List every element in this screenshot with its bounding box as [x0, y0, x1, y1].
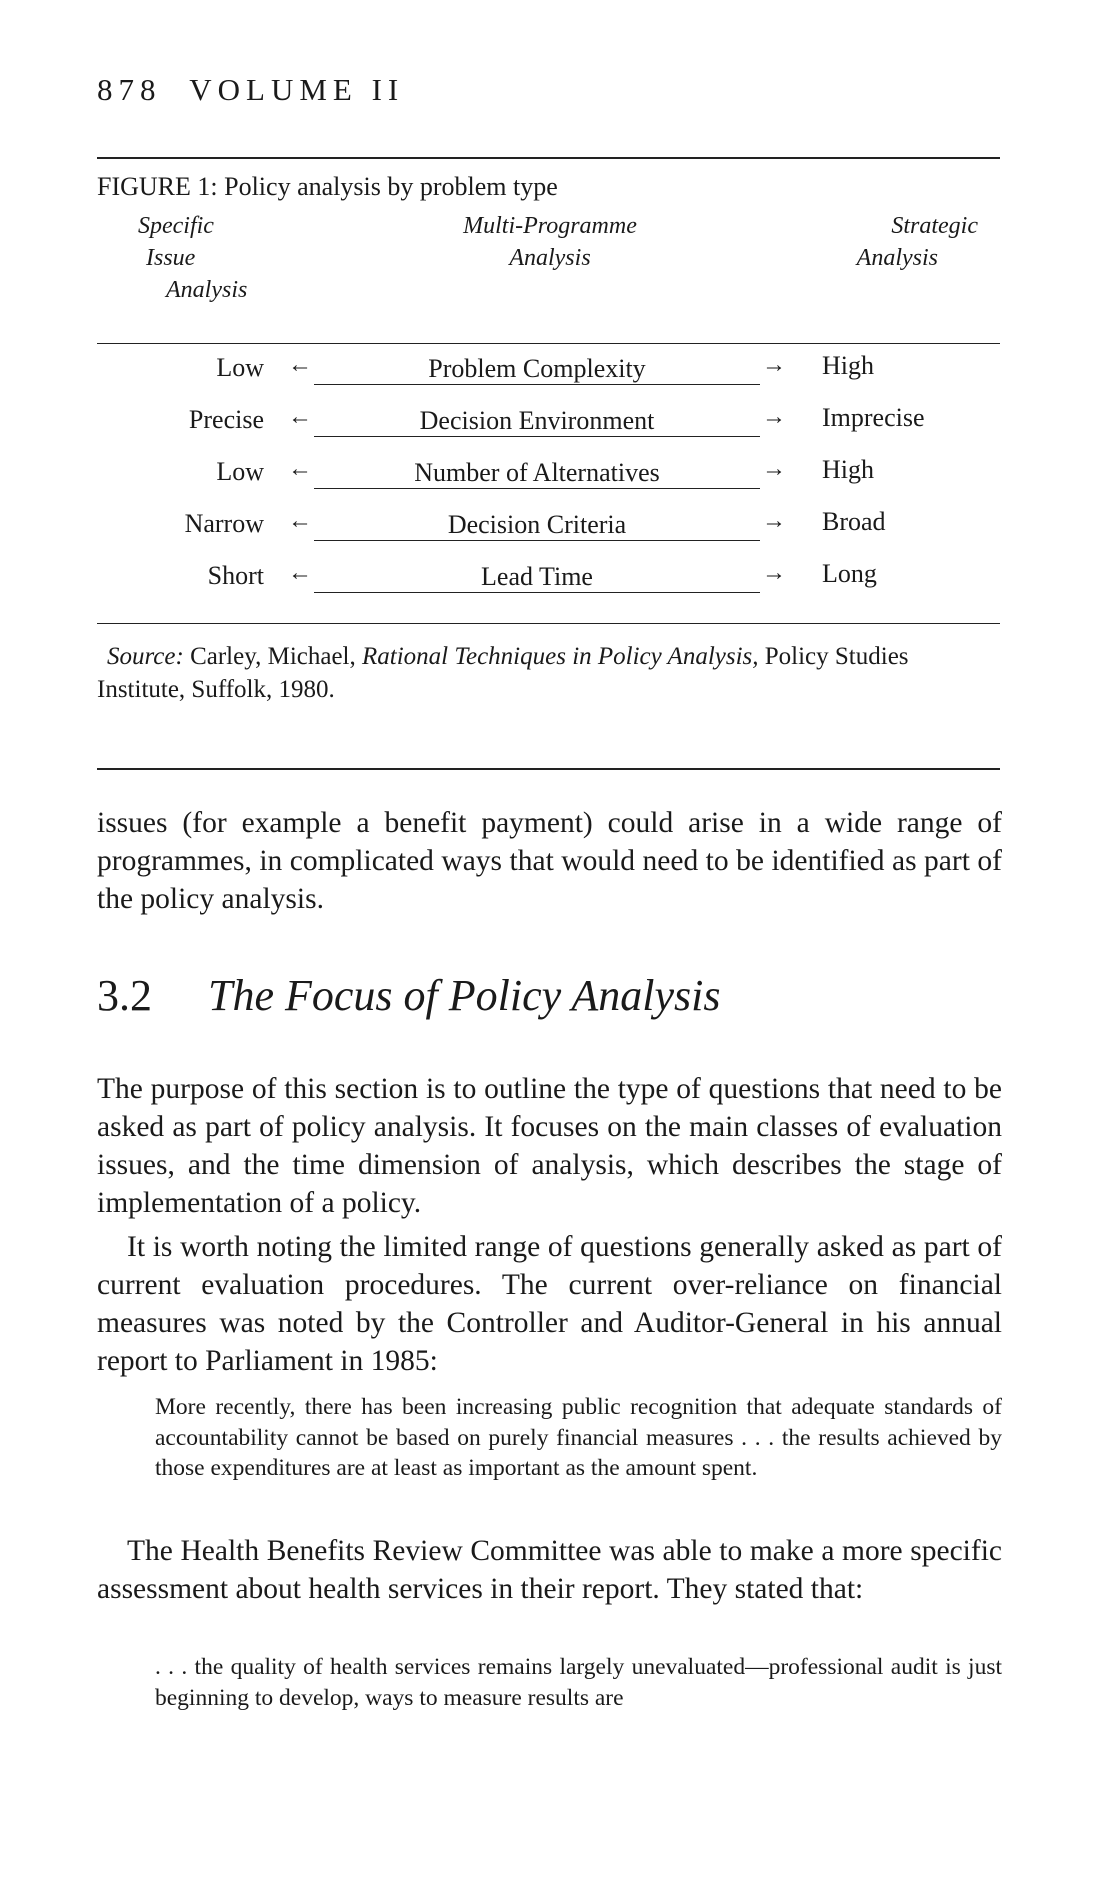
left-arrow-icon: ← [288, 508, 312, 534]
left-arrow-icon: ← [288, 560, 312, 586]
left-arrow-icon: ← [288, 404, 312, 430]
figure-source: Source: Carley, Michael, Rational Techniques in Policy Analysis, Policy Studies Institute, Suffolk, 1980. [97, 643, 909, 703]
figure-top-rule [97, 157, 1000, 159]
volume-label: VOLUME II [189, 72, 405, 107]
figure-bottom-rule [97, 623, 1000, 624]
section-heading [97, 970, 720, 1021]
running-head [97, 72, 404, 108]
figure-title: FIGURE 1: Policy analysis by problem type [97, 172, 558, 201]
right-arrow-icon: → [762, 508, 786, 534]
left-arrow-icon: ← [288, 352, 312, 378]
right-arrow-icon: → [762, 352, 786, 378]
figure-end-rule [97, 768, 1000, 770]
document-page: 878 VOLUME II FIGURE 1: Policy analysis by problem type Specific Issue Analysis Multi-Programme Analysis Strategic Analysis Low ← Problem Complexity → High Precise ← Decision Environment → Imprecise Low ← Number of Alternatives → High Narrow ← Decision Criteria → Broad Short ← Lead Time → Long Source: Carley, Michael, Rational Techniques in Policy Analysis, Policy Studies Institute, Suffolk, 1980. issues (for example a benefit payment) could arise in a wide range of programmes, in complicated ways that would need to be identified as part of the policy analysis. 3.2 The Focus of Policy Analysis The purpose of this section is to outline the type of questions that need to be asked as part of policy analysis. It focuses on the main classes of evaluation issues, and the time dimension of analysis, which describes the stage of implementation of a policy. It is worth noting the limited range of questions generally asked as part of current evaluation procedures. The current over-reliance on financial measures was noted by the Controller and Auditor-General in his annual report to Parliament in 1985: More recently, there has been increasing public recognition that adequate standards of accountability cannot be based on purely financial measures . . . the results achieved by those expenditures are at least as important as the amount spent. The Health Benefits Review Committee was able to make a more specific assessment about health services in their report. They stated that: . . . the quality of health services remains largely unevaluated—professional audit is just beginning to develop, ways to measure results are [0, 0, 1114, 1880]
continuation-paragraph: issues (for example a benefit payment) could arise in a wide range of programmes, in complicated ways that would need to be identified as part of the policy analysis. [97, 807, 1002, 915]
page-number: 878 [97, 72, 162, 107]
header-specific-issue: Specific Issue Analysis [138, 213, 248, 303]
header-strategic: Strategic Analysis [856, 213, 978, 271]
block-quote-1: More recently, there has been increasing public recognition that adequate standards of accountability cannot be based on purely financial measures . . . the results achieved by those expenditures are at least as important as the amount spent. [155, 1394, 1002, 1481]
section-number: 3.2 [97, 971, 152, 1020]
right-arrow-icon: → [762, 560, 786, 586]
right-arrow-icon: → [762, 456, 786, 482]
paragraph-3: The Health Benefits Review Committee was able to make a more specific assessment about health services in their report. They stated that: [97, 1535, 1002, 1605]
section-title: The Focus of Policy Analysis [208, 971, 721, 1020]
paragraph-1: The purpose of this section is to outline the type of questions that need to be asked as part of policy analysis. It focuses on the main classes of evaluation issues, and the time dimension of analysis, which describes the stage of implementation of a policy. [97, 1073, 1002, 1219]
block-quote-2: . . . the quality of health services remains largely unevaluated—professional audit is just beginning to develop, ways to measure results are [155, 1654, 1002, 1711]
left-arrow-icon: ← [288, 456, 312, 482]
figure-header-rule [97, 343, 1000, 344]
right-arrow-icon: → [762, 404, 786, 430]
header-multi-programme: Multi-Programme Analysis [463, 213, 637, 271]
paragraph-2: It is worth noting the limited range of questions generally asked as part of current evaluation procedures. The current over-reliance on financial measures was noted by the Controller and Auditor-General in his annual report to Parliament in 1985: [97, 1231, 1002, 1377]
